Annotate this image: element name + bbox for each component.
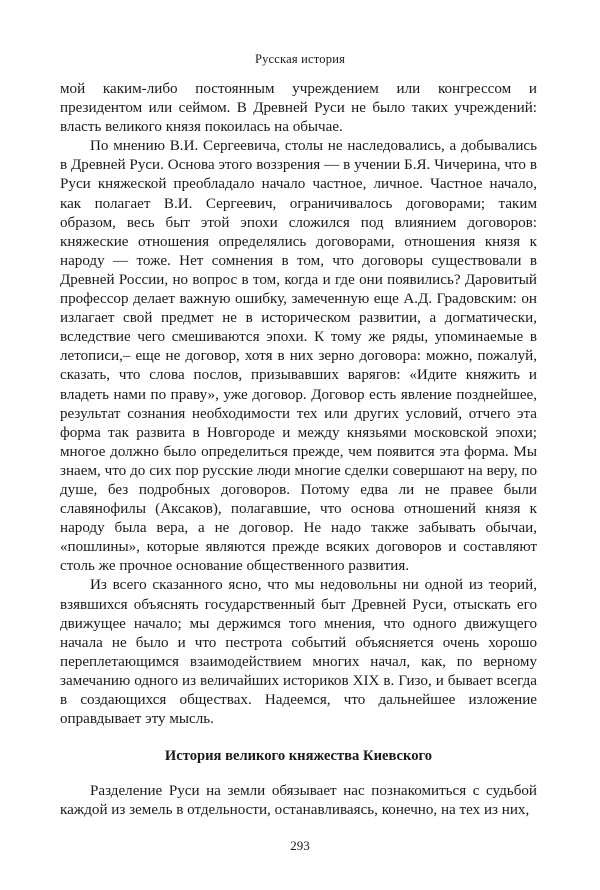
section-heading: История великого княжества Киевского (164, 748, 433, 765)
running-head: Русская история (254, 52, 346, 66)
paragraph-conclusion: Из всего сказанного ясно, что мы недовольны ни одной из теорий, взявшихся объяснять государственный быт Древней Руси, отыскать его движущее начало; мы держимся того мнения, что одного движущего начала не было и что пестрота событий объясняется очень хорошо переплетающимся взаимодействием многих начал, как, по верному замечанию одного из величайших историков XIX в. Гизо, и бывает всегда в создающихся обществах. Надеемся, что дальнейшее изложение оправдывает эту мысль. (60, 577, 537, 728)
paragraph-section-start: Разделение Руси на земли обязывает нас познакомиться с судьбой каждой из земель в отдельности, останавливаясь, конечно, на тех из них, (60, 783, 537, 819)
body-text (60, 80, 537, 820)
paragraph-continuation: мой каким-либо постоянным учреждением или конгрессом и президентом или сеймом. В Древней Руси не было таких учреждений: власть великого князя покоилась на обычае. (60, 81, 537, 136)
paragraph-sergeevich: По мнению В.И. Сергеевича, столы не наследовались, а добывались в Древней Руси. Основа этого воззрения — в учении Б.Я. Чичерина, что в Руси княжеской преобладало начало частное, личное. Частное начало, как полагает В.И. Сергеевич, ограничивалось договорами; таким образом, весь быт этой эпохи сложился под влиянием договоров: княжеские отношения определялись договорами, отношения князя к народу — тоже. Нет сомнения в том, что договоры существовали в Древней России, но вопрос в том, когда и где они появились? Даровитый профессор делает важную ошибку, замеченную еще А.Д. Градовским: он излагает свой предмет не в историческом развитии, а догматически, вследствие чего смешиваются эпохи. К тому же ряды, упоминаемые в летописи,– еще не договор, хотя в них зерно договора: можно, пожалуй, сказать, что слова послов, призывавших варягов: «Идите княжить и владеть нами по праву», уже договор. Договор есть явление позднейшее, результат сознания необходимости тех или других условий, отчего эта форма так развита в Новгороде и между князьями московской эпохи; многое должно было определиться прежде, чем появится эта форма. Мы знаем, что до сих пор русские люди многие сделки совершают на веру, по душе, без подробных договоров. Потому едва ли не правее были славянофилы (Аксаков), полагавшие, что основа отношений князя к народу была вера, а не договор. Не надо также забывать обычаи, «пошлины», которые являются прежде всяких договоров и составляют столь же прочное основание общественного развития. (60, 138, 537, 575)
page-number: 293 (290, 838, 310, 853)
